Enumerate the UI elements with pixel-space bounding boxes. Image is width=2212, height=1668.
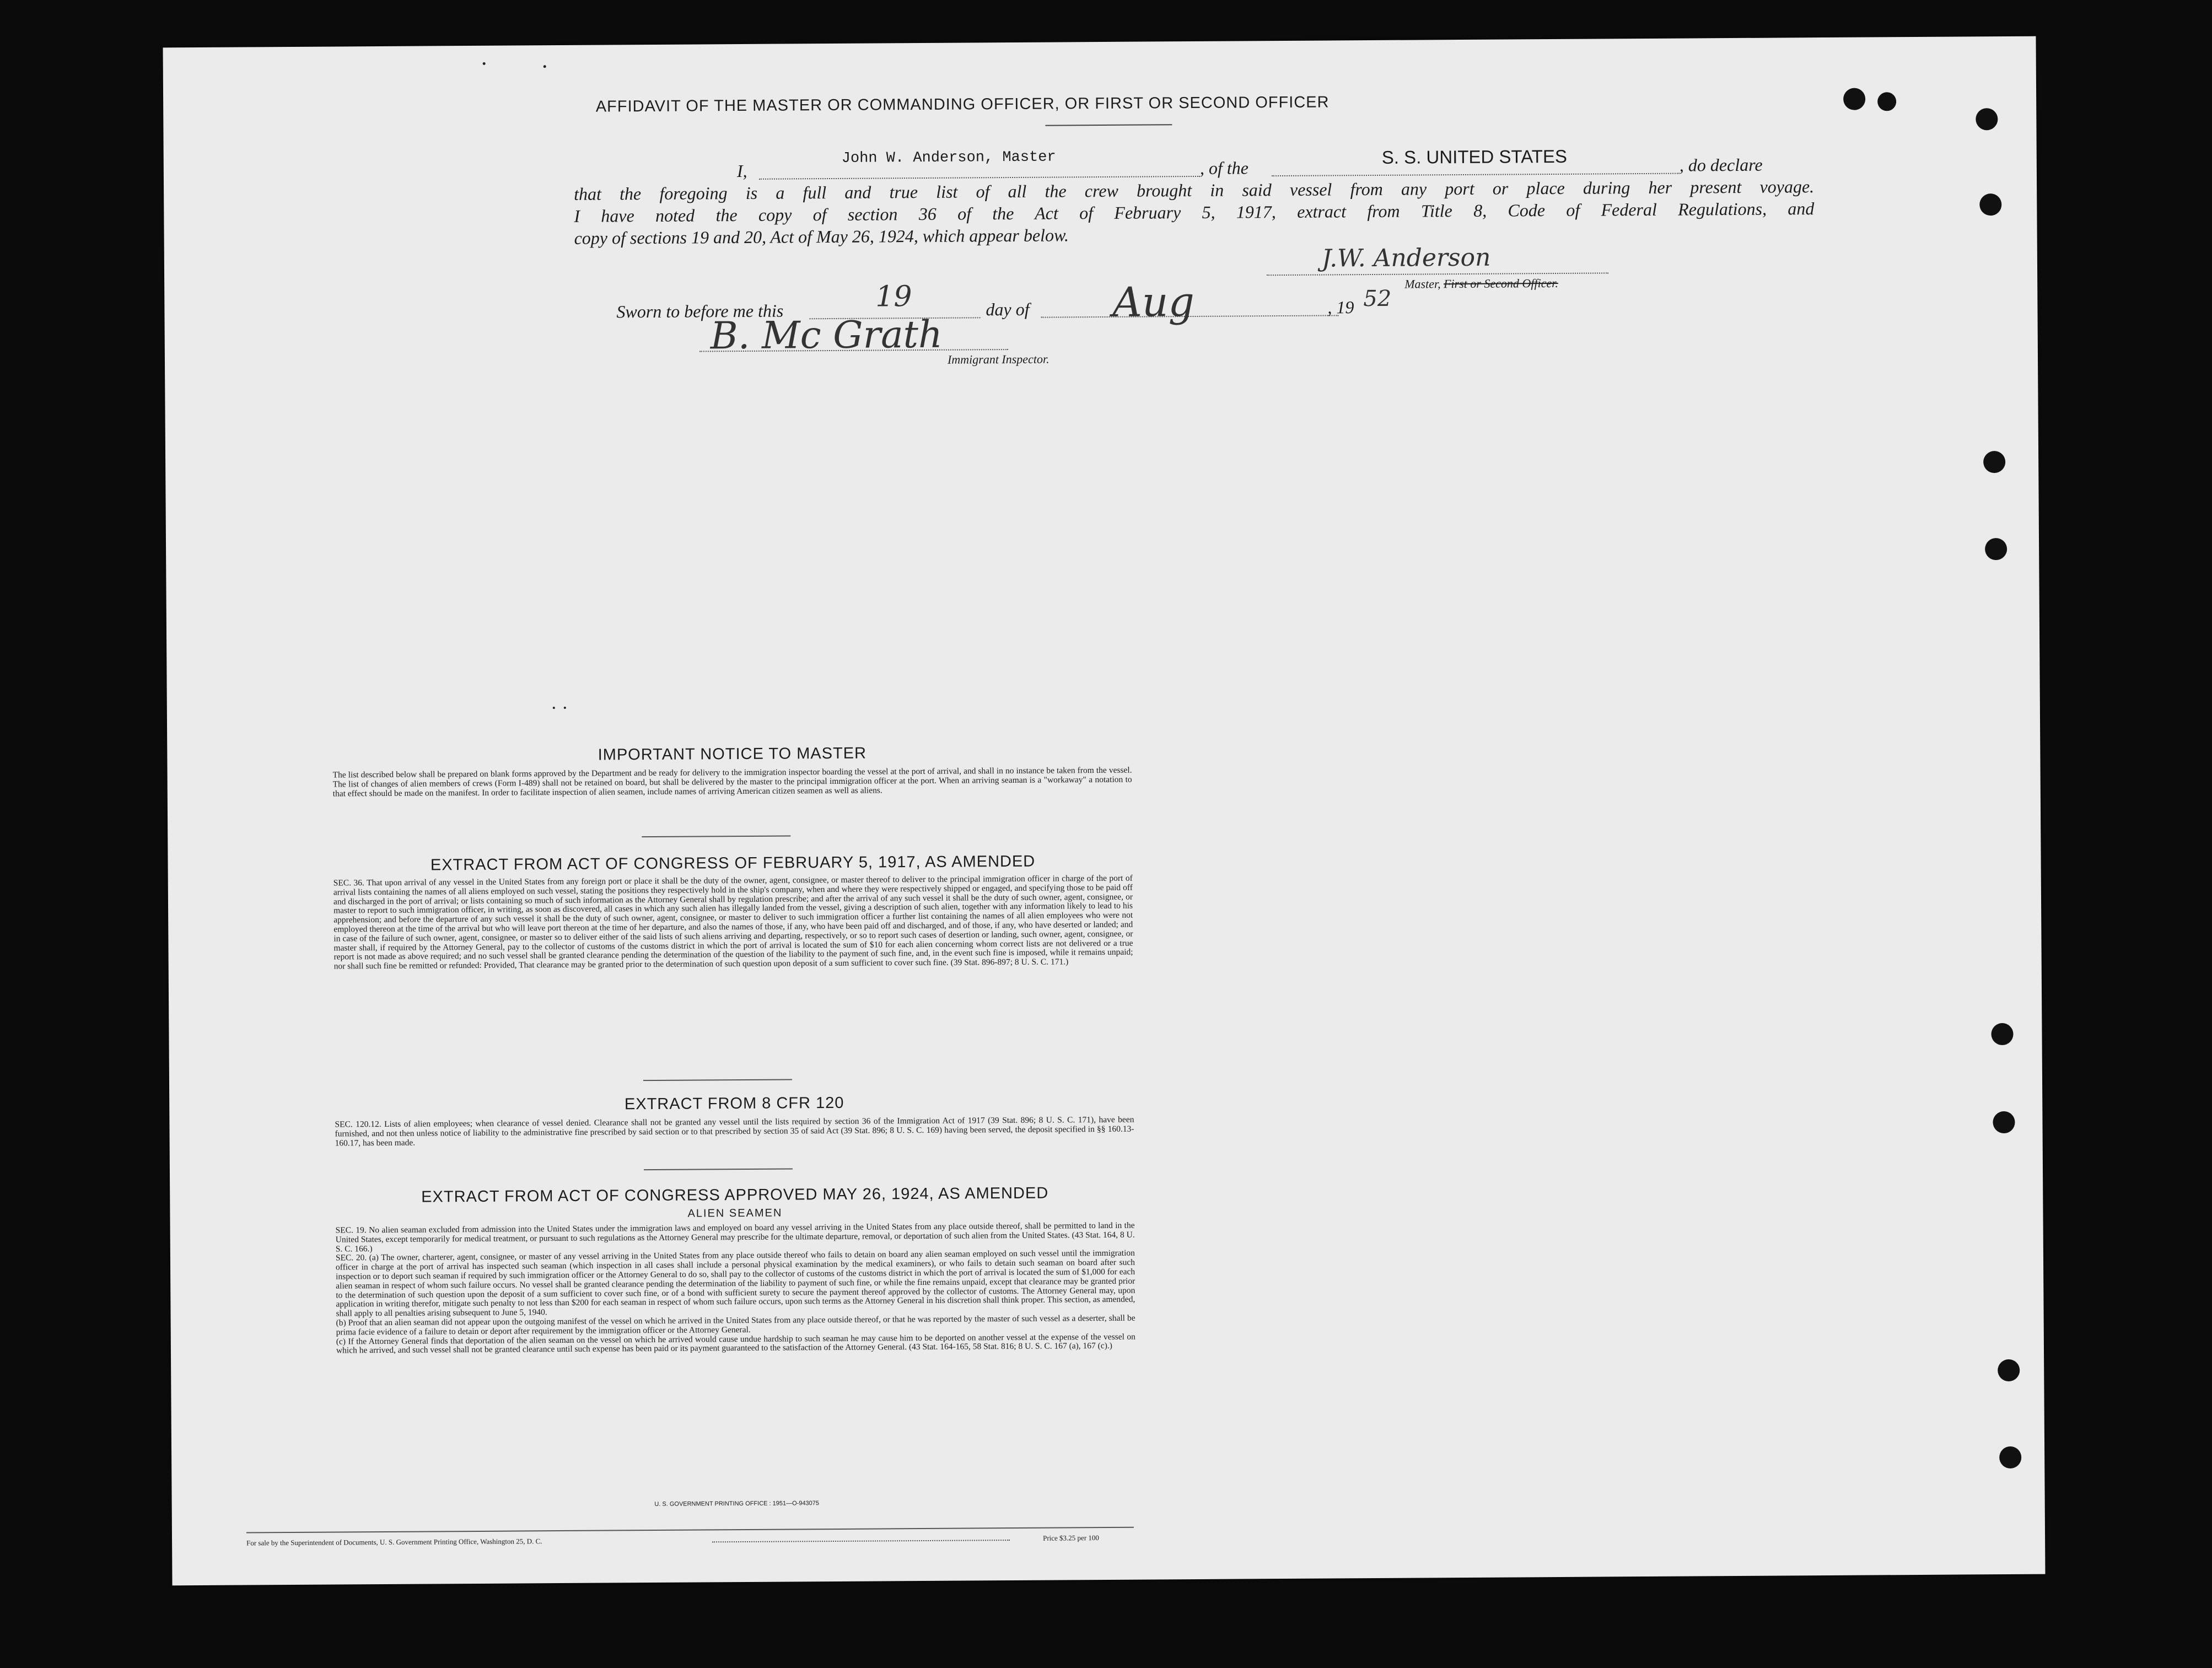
punch-hole xyxy=(1877,92,1896,111)
footer-rule xyxy=(246,1527,1134,1534)
master-signature-line xyxy=(1267,272,1608,276)
master-signature: J.W. Anderson xyxy=(1321,243,1491,273)
extract-1917-rule xyxy=(643,1079,792,1081)
extract-cfr-heading: EXTRACT FROM 8 CFR 120 xyxy=(624,1094,844,1113)
gpo-imprint: U. S. GOVERNMENT PRINTING OFFICE : 1951—O-943075 xyxy=(654,1500,820,1508)
day-value: 19 xyxy=(875,280,912,314)
day-of-label: day of xyxy=(986,299,1030,320)
document-page xyxy=(163,36,2046,1586)
vessel-dotted-line xyxy=(1272,173,1680,177)
year-prefix: , 19 xyxy=(1327,297,1354,318)
master-name-typed: John W. Anderson, Master xyxy=(841,149,1056,167)
dust-speck xyxy=(564,707,566,709)
punch-hole xyxy=(1991,1023,2013,1045)
declaration-line-3: I have noted the copy of section 36 of the Act of February 5, 1917, extract from Title 8, Code of Federal Regulations, and xyxy=(574,198,1815,226)
dust-speck xyxy=(543,65,546,68)
notice-text: The list described below shall be prepared on blank forms approved by the Department and be ready for delivery to the immigration inspector boarding the vessel at the port of arrival, and shall in no instance be taken from the vessel. The list of changes of alien members of crews (Form I-489) shall not be retained on board, but shall be delivered by the master to the principal immigration officer at the port. When an arriving seaman is a "workaway" a notation to that effect should be made on the manifest. In order to facilitate inspection of alien seamen, include names of arriving American citizen seamen as well as aliens. xyxy=(332,765,1132,799)
declaration-line-2: that the foregoing is a full and true list of all the crew brought in said vessel from any port or place during her present voyage. xyxy=(574,176,1815,204)
extract-cfr-rule xyxy=(644,1168,793,1170)
master-caption xyxy=(1404,276,1558,292)
month-value: Aug xyxy=(1112,278,1195,326)
price-note: Price $3.25 per 100 xyxy=(1043,1534,1099,1542)
extract-1917-text: SEC. 36. That upon arrival of any vessel in the United States from any foreign port or place it shall be the duty of the owner, agent, consignee, or master thereof to deliver to the principal immigration officer in charge of the port of arrival lists containing the names of all aliens employed on such vessel, stating the positions they respectively hold in the ship's company, when and where they were respectively shipped or engaged, and specifying those to be paid off and discharged in the port of arrival; or lists containing so much of such information as the Attorney General shall by regulation prescribe; and after the arrival of any such vessel it shall be the duty of such owner, agent, consignee, or master to report to such immigration officer, in writing, as soon as discovered, all cases in which any such alien has illegally landed from the vessel, giving a description of such alien, together with any information likely to lead to his apprehension; and before the departure of any such vessel it shall be the duty of such owner, agent, consignee, or master to deliver to such immigration officer a further list containing the names of all alien employees who were not employed thereon at the time of the arrival but who will leave port thereon at the time of her departure, and also the names of those, if any, who have been paid off and discharged, and of those, if any, who have deserted or landed; and in case of the failure of such owner, agent, consignee, or master so to deliver either of the said lists of such aliens arriving and departing, respectively, or so to report such cases of desertion or landing, such owner, agent, consignee, or master shall, if required by the Attorney General, pay to the collector of customs of the customs district in which the port of arrival is located the sum of $10 for each alien concerning whom correct lists are not delivered or a true report is not made as above required; and no such vessel shall be granted clearance pending the determination of the question of the liability to the payment of such fine, and, in the event such fine is imposed, while it remains unpaid; nor shall such fine be remitted or refunded: Provided, That clearance may be granted prior to the determination of such question upon deposit of a sum sufficient to cover such fine. (39 Stat. 896-897; 8 U. S. C. 171.) xyxy=(333,873,1133,971)
inspector-caption: Immigrant Inspector. xyxy=(947,352,1050,367)
sworn-label: Sworn to before me this xyxy=(616,300,784,322)
extract-cfr-text: SEC. 120.12. Lists of alien employees; when clearance of vessel denied. Clearance shall not be granted any vessel until the lists required by section 36 of the Immigration Act of 1917 (39 Stat. 896; 8 U. S. C. 171), have been furnished, and not then unless notice of liability to the administrative fine prescribed by said section or to that prescribed by section 35 of said Act (39 Stat. 896; 8 U. S. C. 169) having been served, the deposit specified in §§ 160.13-160.17, has been made. xyxy=(335,1115,1134,1148)
extract-1917-heading: EXTRACT FROM ACT OF CONGRESS OF FEBRUARY 5, 1917, AS AMENDED xyxy=(430,852,1036,874)
vessel-name: S. S. UNITED STATES xyxy=(1381,146,1568,168)
notice-rule xyxy=(642,835,790,837)
for-sale-note: For sale by the Superintendent of Documents, U. S. Government Printing Office, Washington 25, D. C. xyxy=(246,1537,542,1547)
of-the-label: , of the xyxy=(1199,158,1248,178)
punch-hole xyxy=(1976,108,1998,130)
extract-1924-heading: EXTRACT FROM ACT OF CONGRESS APPROVED MAY 26, 1924, AS AMENDED xyxy=(421,1184,1049,1206)
title-rule xyxy=(1045,124,1172,126)
punch-hole xyxy=(1985,538,2007,560)
declaration-lead: I, xyxy=(736,160,747,181)
punch-hole xyxy=(1999,1446,2021,1468)
punch-hole xyxy=(1843,88,1865,110)
officer-caption-struck: First or Second Officer. xyxy=(1443,276,1558,291)
alien-seamen-subheading: ALIEN SEAMEN xyxy=(687,1207,783,1220)
punch-hole xyxy=(1979,193,2001,216)
declaration-line-4: copy of sections 19 and 20, Act of May 26, 1924, which appear below. xyxy=(574,225,1069,248)
inspector-signature: B. Mc Grath xyxy=(710,313,943,358)
extract-1924-text: SEC. 19. No alien seaman excluded from admission into the United States under the immigration laws and employed on board any vessel arriving in the United States from any place outside thereof, shall be permitted to land in the United States, except temporarily for medical treatment, or pursuant to such regulations as the Attorney General may prescribe for the ultimate departure, removal, or deportation of such alien from the United States. (43 Stat. 164, 8 U. S. C. 166.) SEC. 20. (a) The owner, charterer, agent, consignee, or master of any vessel arriving in the United States from any place outside thereof who fails to detain on board any alien seaman employed on such vessel until the immigration officer in charge at the port of arrival has inspected such seaman (which inspection in all cases shall include a personal physical examination by the medical examiners), or who fails to detain such seaman on board after such inspection or to deport such seaman if required by such immigration officer or the Attorney General to do so, shall pay to the collector of customs of the customs district in which the port of arrival is located the sum of $1,000 for each alien seaman in respect of whom such failure occurs. No vessel shall be granted clearance pending the determination of the liability to payment of such fine, or while the fine remains unpaid, except that clearance may be granted prior to the determination of such question upon the deposit of a sum sufficient to cover such fine, or of a bond with sufficient surety to secure the payment thereof approved by the collector of customs. The Attorney General may, upon application in writing therefor, mitigate such penalty to not less than $200 for each seaman in respect of whom such failure occurs, upon such terms as the Attorney General in his discretion shall think proper. This section, as amended, shall apply to all penalties arising subsequent to June 5, 1940. (b) Proof that an alien seaman did not appear upon the outgoing manifest of the vessel on which he arrived in the United States from any place outside thereof, or that he was reported by the master of such vessel as a deserter, shall be prima facie evidence of a failure to detain or deport after requirement by the immigration officer or the Attorney General. (c) If the Attorney General finds that deportation of the alien seaman on the vessel on which he arrived would cause undue hardship to such seaman he may cause him to be deported on another vessel at the expense of the vessel on which he arrived, and such vessel shall not be granted clearance until such expense has been paid or its payment guaranteed to the satisfaction of the Attorney General. (43 Stat. 164-165, 58 Stat. 816; 8 U. S. C. 167 (a), 167 (c).) xyxy=(335,1220,1135,1355)
punch-hole xyxy=(1993,1111,2015,1133)
punch-hole xyxy=(1983,451,2005,473)
dust-speck xyxy=(553,707,555,709)
dust-speck xyxy=(483,62,486,65)
master-caption-text: Master, xyxy=(1404,277,1441,291)
punch-hole xyxy=(1998,1359,2020,1381)
notice-heading: IMPORTANT NOTICE TO MASTER xyxy=(598,744,867,764)
year-value: 52 xyxy=(1363,286,1392,312)
footer-dotted-line xyxy=(712,1540,1010,1542)
affidavit-title: AFFIDAVIT OF THE MASTER OR COMMANDING OFFICER, OR FIRST OR SECOND OFFICER xyxy=(595,93,1330,116)
do-declare-label: , do declare xyxy=(1679,154,1763,175)
